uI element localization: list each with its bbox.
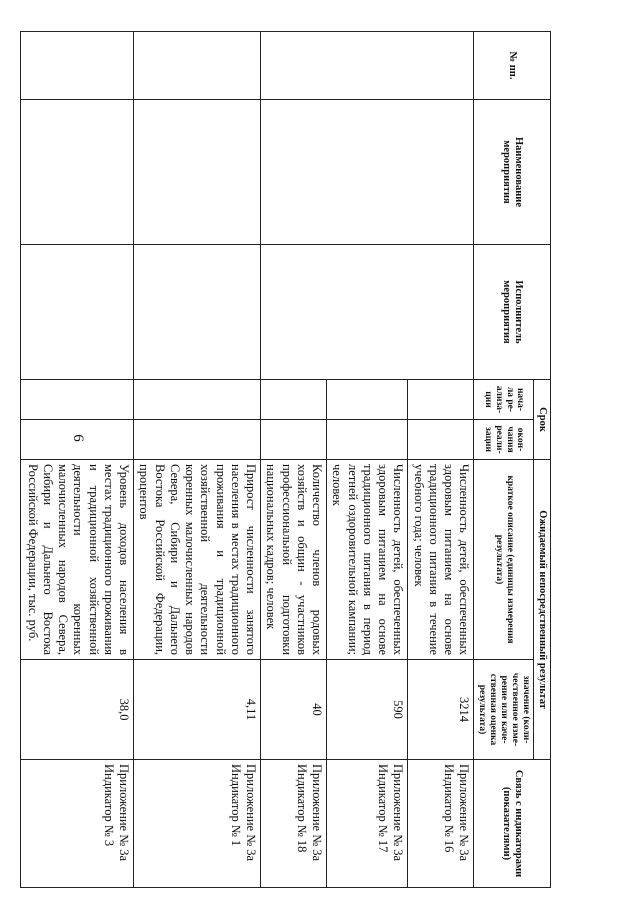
header-expected-result: Ожидаемый непосредственный результат (533, 460, 550, 760)
header-num: № пп. (474, 32, 551, 100)
value-cell: 590 (327, 660, 408, 760)
description-cell: Численность детей, обеспеченных здоровым питанием на основе традиционного питания в период летней оздоровительной кампании; человек (327, 460, 408, 660)
table-row (134, 32, 261, 888)
term-end-cell (408, 420, 474, 460)
term-start-cell (327, 380, 408, 420)
header-term-end: окон-чания реали-зации (474, 420, 534, 460)
num-cell (21, 32, 134, 100)
activity-cell (261, 100, 474, 245)
table-row (21, 32, 134, 888)
description-cell: Количество членов родовых хозяйств и общин - участников профессиональной подготовки национальных кадров; человек (261, 460, 327, 660)
term-end-cell (134, 420, 261, 460)
link-cell: Приложение № 3а Индикатор № 17 (327, 760, 408, 888)
executor-cell (134, 245, 261, 380)
header-link: Связь с индикаторами (показателями) (474, 760, 551, 888)
num-cell (261, 32, 474, 100)
header-activity: Наименование мероприятия (474, 100, 551, 245)
value-cell: 40 (261, 660, 327, 760)
activity-cell (134, 100, 261, 245)
executor-cell (261, 245, 474, 380)
term-end-cell (261, 420, 327, 460)
link-cell: Приложение № 3а Индикатор № 1 (134, 760, 261, 888)
term-start-cell (408, 380, 474, 420)
description-cell: Численность детей, обеспеченных здоровым питанием на основе традиционного питания в течение учебного года; человек (408, 460, 474, 660)
executor-cell (21, 245, 134, 380)
page-number: 6 (70, 434, 87, 442)
term-start-cell (261, 380, 327, 420)
term-end-cell (21, 420, 134, 460)
term-start-cell (134, 380, 261, 420)
header-value: значение (коли-чественное изме-рение или каче-ственная оценка результата) (474, 660, 534, 760)
description-cell: Уровень доходов населения в местах традиционного проживания и традиционной хозяйственной деятельности коренных малочисленных народов Севера, Сибири и Дальнего Востока Российской Федерации, тыс. руб. (21, 460, 134, 660)
num-cell (134, 32, 261, 100)
header-executor: Исполнитель мероприятия (474, 245, 551, 380)
activities-table (20, 31, 551, 888)
table-row (408, 32, 474, 888)
rotated-table-page (25, 31, 551, 887)
term-start-cell (21, 380, 134, 420)
header-short-desc: краткое описание (единицы измерения результата) (474, 460, 534, 660)
link-cell: Приложение № 3а Индикатор № 18 (261, 760, 327, 888)
term-end-cell (327, 420, 408, 460)
header-row (533, 32, 550, 888)
value-cell: 38,0 (21, 660, 134, 760)
value-cell: 3214 (408, 660, 474, 760)
description-cell: Прирост численности занятого населения в местах традиционного проживания и традиционной хозяйственной деятельности коренных малочисленных народов Севера, Сибири и Дальнего Востока Российской Федерации, процентов (134, 460, 261, 660)
link-cell: Приложение № 3а Индикатор № 3 (21, 760, 134, 888)
link-cell: Приложение № 3а Индикатор № 16 (408, 760, 474, 888)
header-term-start: нача-ла ре-ализа-ции (474, 380, 534, 420)
value-cell: 4,11 (134, 660, 261, 760)
header-term: Срок (533, 380, 550, 460)
activity-cell (21, 100, 134, 245)
